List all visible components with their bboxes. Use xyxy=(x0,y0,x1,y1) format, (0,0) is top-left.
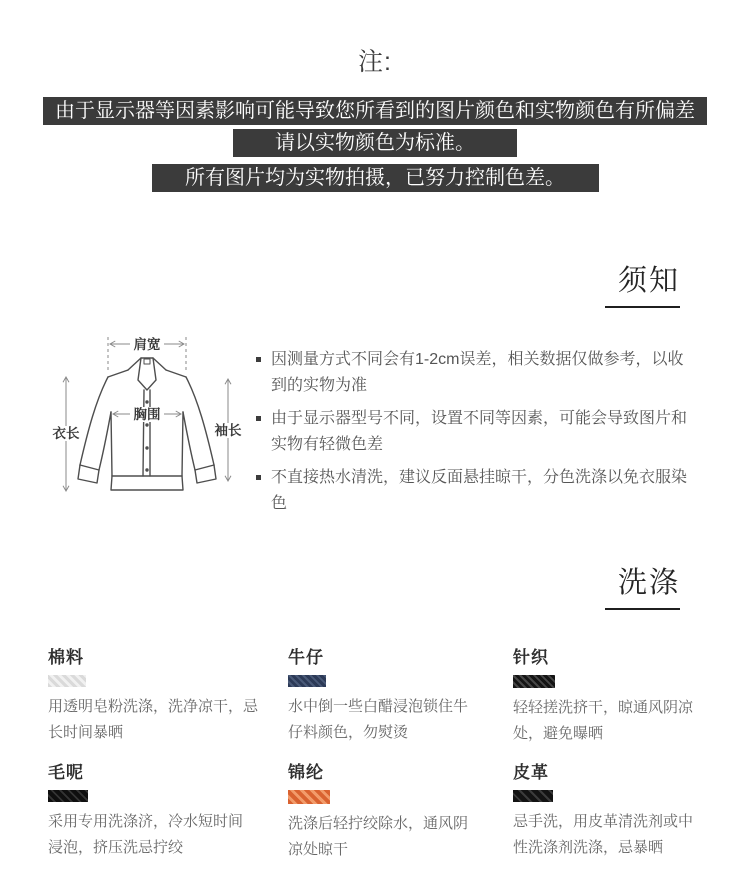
material-name: 牛仔 xyxy=(288,648,324,667)
material-name: 棉料 xyxy=(48,648,84,667)
leather-swatch xyxy=(513,790,553,802)
material-card-nylon xyxy=(288,758,478,863)
material-name: 锦纶 xyxy=(288,763,324,782)
chest-label: 胸围 xyxy=(133,407,161,422)
material-instructions: 水中倒一些白醋浸泡锁住牛仔料颜色，勿熨烫 xyxy=(288,698,469,741)
material-name: 毛呢 xyxy=(48,763,84,782)
material-instructions: 洗涤后轻拧绞除水，通风阴凉处晾干 xyxy=(288,815,469,858)
color-disclaimer-bars xyxy=(0,97,750,192)
material-instructions: 用透明皂粉洗涤，洗净凉干，忌长时间暴晒 xyxy=(48,698,259,741)
wool-swatch xyxy=(48,790,88,802)
material-card-denim xyxy=(288,643,478,746)
knit-swatch xyxy=(513,675,555,688)
material-card-wool xyxy=(48,758,248,861)
washing-section-heading: 洗涤 xyxy=(605,560,680,610)
notice-bullet: 不直接热水清洗，建议反面悬挂晾干，分色洗涤以免衣服染色 xyxy=(255,465,692,517)
nylon-swatch xyxy=(288,790,330,804)
material-card-leather xyxy=(513,758,703,861)
denim-swatch xyxy=(288,675,326,687)
cotton-swatch xyxy=(48,675,86,687)
material-card-knit xyxy=(513,643,703,747)
sleeve-length-label: 袖长 xyxy=(214,423,242,438)
garment-length-label: 衣长 xyxy=(52,426,80,441)
material-name: 针织 xyxy=(513,648,549,667)
notice-bullet: 由于显示器型号不同，设置不同等因素，可能会导致图片和实物有轻微色差 xyxy=(255,406,692,458)
shoulder-width-label: 肩宽 xyxy=(133,337,161,352)
notice-bullet-list xyxy=(255,347,692,524)
disclaimer-bar: 由于显示器等因素影响可能导致您所看到的图片颜色和实物颜色有所偏差 xyxy=(43,97,707,125)
material-instructions: 轻轻搓洗挤干，晾通风阴凉处，避免曝晒 xyxy=(513,699,694,742)
disclaimer-bar: 请以实物颜色为标准。 xyxy=(233,129,517,157)
material-card-cotton xyxy=(48,643,266,746)
notice-bullet: 因测量方式不同会有1-2cm误差，相关数据仅做参考，以收到的实物为准 xyxy=(255,347,692,399)
material-name: 皮革 xyxy=(513,763,549,782)
material-instructions: 忌手洗，用皮革清洗剂或中性洗涤剂洗涤，忌暴晒 xyxy=(513,813,694,856)
jacket-measurement-diagram xyxy=(44,330,250,512)
disclaimer-bar: 所有图片均为实物拍摄，已努力控制色差。 xyxy=(152,164,599,192)
note-title: 注: xyxy=(358,48,392,76)
material-instructions: 采用专用洗涤济，冷水短时间浸泡，挤压洗忌拧绞 xyxy=(48,813,244,856)
notice-section-heading: 须知 xyxy=(605,258,680,308)
